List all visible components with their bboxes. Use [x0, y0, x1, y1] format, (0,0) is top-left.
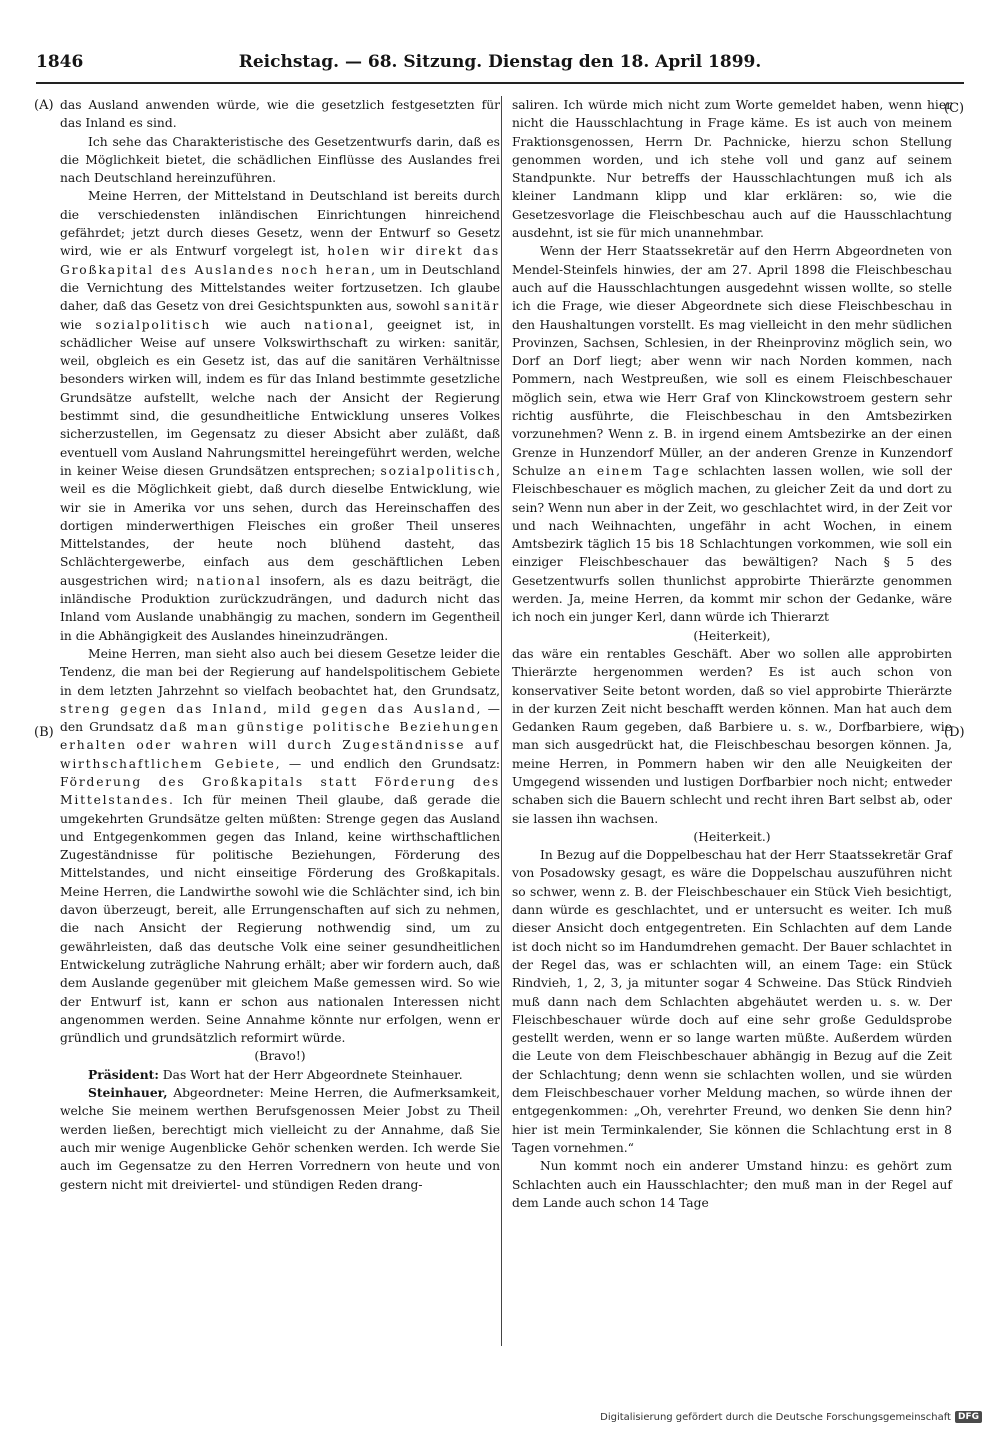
paragraph: Meine Herren, der Mittelstand in Deutschland ist bereits durch die verschiedensten inländischen Einrichtungen hinreichend gefährdet; jetzt durch dieses Gesetz, wenn der Entwurf so Gesetz wird, wie er als Entwurf vorgelegt ist, holen wir direkt das Großkapital des Auslandes noch heran, um in Deutschland die Vernichtung des Mittelstandes weiter fortzusetzen. Ich glaube daher, daß das Gesetz von drei Gesichtspunkten aus, sowohl sanitär wie sozialpolitisch wie auch national, geeignet ist, in schädlicher Weise auf unsere Volkswirthschaft zu wirken: sanitär, weil, obgleich es ein Gesetz ist, das auf die sanitären Verhältnisse besonders wirken will, indem es für das Inland bestimmte gesetzliche Grundsätze aufstellt, welche nach der Ansicht der Regierung bestimmt sind, die gesundheitliche Entwicklung unseres Volkes sicherzustellen, im Gegensatz zu dieser Absicht aber zuläßt, daß eventuell vom Ausland Nahrungsmittel hereingeführt werden, welche in keiner Weise diesen Grundsätzen entsprechen; sozialpolitisch, weil es die Möglichkeit giebt, daß durch dieselbe Entwicklung, wie wir sie in Amerika vor uns sehen, durch das Hereinschaffen des dortigen minderwerthigen Fleisches ein großer Theil unseres Mittelstandes, der heute noch blühend dasteht, das Schlächtergewerbe, einfach aus dem geschäftlichen Leben ausgestrichen wird; national insofern, als es dazu beiträgt, die inländische Produktion zurückzudrängen, und dadurch nicht das Inland vom Auslande unabhängig zu machen, sondern im Gegentheil in die Abhängigkeit des Auslandes hineinzudrängen. — [60, 189, 500, 643]
header-rule — [36, 82, 964, 84]
speaker-paragraph: Steinhauer, Abgeordneter: Meine Herren, die Aufmerksamkeit, welche Sie meinem werthen Berufsgenossen Meier Jobst zu Theil werden ließen, berechtigt mich vielleicht zu der Annahme, daß Sie auch mir wenige Augenblicke Gehör schenken werden. Ich werde Sie auch im Gegensatze zu den Herren Vorrednern von heute und von gestern nicht mit dreiviertel- und stündigen Reden drang- — [60, 1085, 500, 1192]
paragraph: In Bezug auf die Doppelbeschau hat der Herr Staatssekretär Graf von Posadowsky gesagt, es wäre die Doppelschau auszuführen nicht so schwer, wenn z. B. der Fleischbeschauer ein Stück Vieh besichtigt, dann würde es geschlachtet, und er untersucht es weiter. Ich muß dieser Ansicht doch entgegentreten. Ein Schlachten auf dem Lande ist doch nicht so im Handumdrehen gemacht. Der Bauer schlachtet in der Regel das, was er schlachten will, an einem Tage: ein Stück Rindvieh, 1, 2, 3, ja mitunter sogar 4 Schweine. Das Stück Rindvieh muß dann nach dem Schlachten abgehäutet werden u. s. w. Der Fleischbeschauer würde doch auf eine sehr große Geduldsprobe gestellt werden, wenn er so lange warten müßte. Außerdem würden die Leute von dem Fleischbeschauer abhängig in Bezug auf die Zeit der Schlachtung; denn wenn sie schlachten wollen, und sie würden dem Fleischbeschauer vorher Meldung machen, so würde ihnen der entgegenkommen: „Oh, verehrter Freund, wo denken Sie denn hin? hier ist mein Terminkalender, Sie können die Schlachtung erst in 8 Tagen vornehmen.“ — [512, 848, 952, 1155]
paragraph: Ich sehe das Charakteristische des Gesetzentwurfs darin, daß es die Möglichkeit bietet, die schädlichen Einflüsse des Auslandes frei nach Deutschland hereinzuführen. — [60, 134, 500, 186]
page-number: 1846 — [36, 52, 84, 72]
speaker-name: Präsident: — [88, 1066, 159, 1082]
footer-credit — [600, 1411, 982, 1423]
interjection-heiterkeit: (Heiterkeit), — [693, 628, 771, 643]
margin-marker-d: (D) — [944, 725, 965, 740]
dfg-logo: DFG — [955, 1411, 982, 1423]
right-column — [512, 96, 952, 1212]
margin-marker-b: (B) — [34, 725, 54, 740]
speaker-name: Steinhauer, — [88, 1085, 168, 1101]
paragraph: Meine Herren, man sieht also auch bei diesem Gesetze leider die Tendenz, die man bei der Regierung auf handelspolitischem Gebiete in dem letzten Jahrzehnt so vielfach beobachtet hat, den Grundsatz, streng gegen das Inland, mild gegen das Ausland, — den Grundsatz daß man günstige politische Beziehungen erhalten oder wahren will durch Zugeständnisse auf wirthschaftlichem Gebiete, — und endlich den Grundsatz: Förderung des Großkapitals statt Förderung des Mittelstandes. Ich für meinen Theil glaube, daß gerade die umgekehrten Grundsätze gelten müßten: Strenge gegen das Ausland und Entgegenkommen gegen das Inland, keine wirthschaftlichen Zugeständnisse für politische Beziehungen, Förderung des Mittelstandes, und nicht einseitige Förderung des Großkapitals. Meine Herren, die Landwirthe sowohl wie die Schlächter sind, ich bin davon überzeugt, bereit, alle Errungenschaften auf sich zu nehmen, die nach Ansicht der Regierung nothwendig sind, um zu gewährleisten, daß das deutsche Volk eine seiner gesundheitlichen Entwickelung zuträgliche Nahrung erhält; aber wir fordern auch, daß dem Auslande gegenüber mit gleichem Maße gemessen wird. So wie der Entwurf ist, kann er schon aus nationalen Interessen nicht angenommen werden. Seine Annahme könnte nur erfolgen, wenn er gründlich und grundsätzlich reformirt würde. — [60, 646, 501, 1046]
digitization-credit: Digitalisierung gefördert durch die Deutsche Forschungsgemeinschaft — [600, 1411, 951, 1423]
paragraph: das wäre ein rentables Geschäft. Aber wo sollen alle approbirten Thierärzte hergenommen werden? Es ist auch schon von konservativer Seite betont worden, daß so viel approbirte Thierärzte in der kurzen Zeit nicht beschafft werden können. Man hat auch dem Gedanken Raum gegeben, daß Barbiere u. s. w., Dorfbarbiere, wie man sich ausgedrückt hat, die Fleischbeschau besorgen können. Ja, meine Herren, in Pommern haben wir den alle Neuigkeiten der Umgegend wissenden und lustigen Dorfbarbier noch nicht; entweder schaben sich die Bauern schlecht und recht ihren Bart selbst ab, oder sie lassen ihn wachsen. — [512, 646, 952, 826]
running-title: Reichstag. — 68. Sitzung. Dienstag den 18. April 1899. — [238, 52, 762, 72]
margin-marker-a: (A) — [34, 98, 54, 113]
paragraph: Nun kommt noch ein anderer Umstand hinzu: es gehört zum Schlachten auch ein Hausschlachter; den muß man in der Regel auf dem Lande auch schon 14 Tage — [512, 1159, 952, 1210]
column-divider — [501, 96, 502, 1346]
margin-marker-c: (C) — [944, 101, 965, 116]
interjection-bravo: (Bravo!) — [254, 1049, 306, 1064]
paragraph: das Ausland anwenden würde, wie die gesetzlich festgesetzten für das Inland es sind. — [60, 98, 500, 131]
paragraph: Wenn der Herr Staatssekretär auf den Herrn Abgeordneten von Mendel-Steinfels hinwies, der am 27. April 1898 die Fleischbeschau auch auf die Hausschlachtungen ausgedehnt wissen wollte, so stelle ich die Frage, wie dieser Abgeordnete sich diese Fleischbeschau in den Haushaltungen vorstellt. Es mag vielleicht in den mehr südlichen Provinzen, Sachsen, Schlesien, in der Rheinprovinz möglich sein, wo Dorf an Dorf liegt; aber wenn wir nach Norden kommen, nach Pommern, nach Westpreußen, wie soll es einem Fleischbeschauer möglich sein, etwa wie Herr Graf von Klinckowstroem gestern sehr richtig ausführte, die Fleischbeschau in den Amtsbezirken vorzunehmen? Wenn z. B. in irgend einem Amtsbezirke an der einen Grenze in Hunzendorf Müller, an der anderen Grenze in Kunzendorf Schulze an einem Tage schlachten lassen wollen, wie soll der Fleischbeschauer es möglich machen, zu gleicher Zeit da und dort zu sein? Wenn nun aber in der Zeit, wo geschlachtet wird, in der Zeit vor und nach Weihnachten, ungefähr in acht Wochen, in einem Amtsbezirk täglich 15 bis 18 Schlachtungen vorkommen, wie soll ein einziger Fleischbeschauer das bewältigen? Nach § 5 des Gesetzentwurfs sollen thunlichst approbirte Thierärzte genommen werden. Ja, meine Herren, da kommt mir schon der Gedanke, wäre ich noch ein junger Kerl, dann würde ich Thierarzt — [512, 244, 952, 625]
speaker-paragraph: Präsident: Das Wort hat der Herr Abgeordnete Steinhauer. — [88, 1066, 463, 1082]
left-column — [60, 96, 500, 1194]
page-header — [36, 48, 964, 78]
paragraph: saliren. Ich würde mich nicht zum Worte gemeldet haben, wenn hier nicht die Hausschlachtung in Frage käme. Es ist auch von meinem Fraktionsgenossen, Herrn Dr. Pachnicke, hierzu schon Stellung genommen worden, und ich stehe voll und ganz auf seinem Standpunkte. Nur betreffs der Hausschlachtungen muß ich als kleiner Landmann klipp und klar erklären: so, wie die Gesetzesvorlage die Fleischbeschau auch auf die Hausschlachtung ausdehnt, ist sie für mich unannehmbar. — [512, 98, 952, 241]
interjection-heiterkeit: (Heiterkeit.) — [693, 829, 771, 844]
